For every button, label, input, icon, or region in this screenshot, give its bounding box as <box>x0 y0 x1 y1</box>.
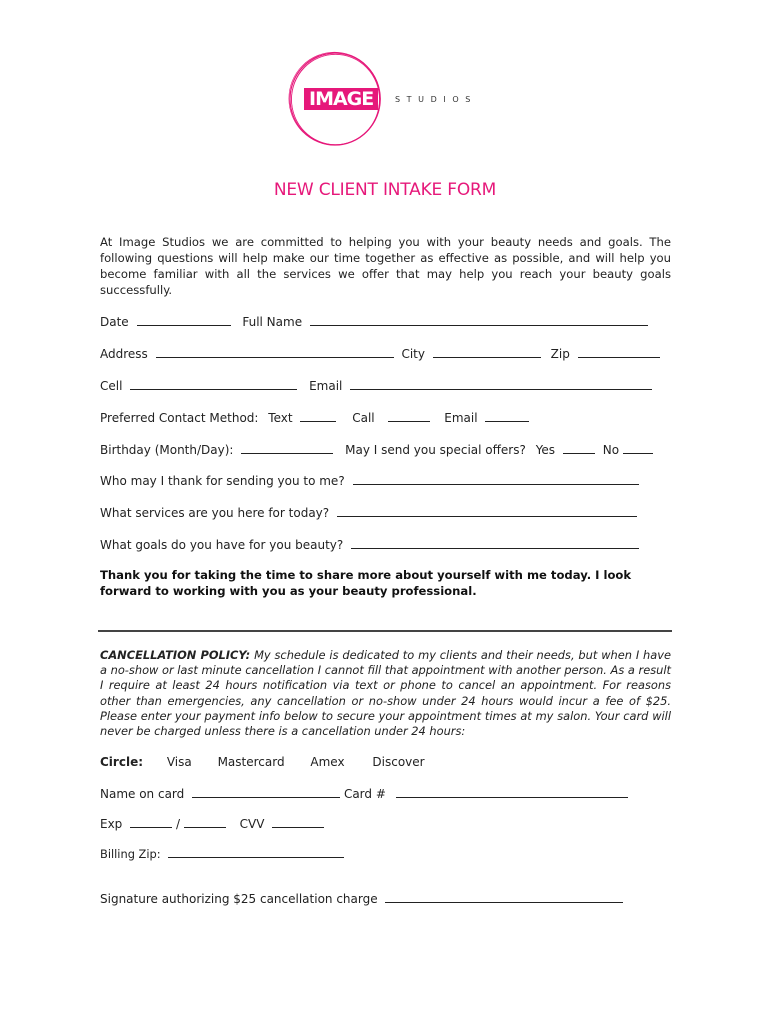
date-label: Date <box>100 315 129 329</box>
section-divider <box>98 630 672 632</box>
name-on-card-label: Name on card <box>100 787 185 801</box>
signature-field[interactable] <box>385 891 623 903</box>
cvv-label: CVV <box>239 817 265 831</box>
full-name-field[interactable] <box>310 314 648 326</box>
row-address <box>100 346 660 361</box>
cell-label: Cell <box>100 379 123 393</box>
birthday-label: Birthday (Month/Day): <box>100 443 234 457</box>
goals-field[interactable] <box>351 537 639 549</box>
row-card-type <box>100 755 425 769</box>
call-option-label: Call <box>352 411 375 425</box>
cancellation-policy <box>100 648 671 739</box>
logo-subtitle: STUDIOS <box>395 95 477 104</box>
policy-body: My schedule is dedicated to my clients and their needs, but when I have a no-show or last minute cancellation I cannot fill that appointment with another person. As a result I require at least 24 hours notification via text or phone to cancel an appointment. For reasons other than emergencies, any cancellation or no-show under 24 hours would incur a fee of $25. Please enter your payment info below to secure your appointment times at my salon. Your card will never be charged unless there is a cancellation under 24 hours: <box>100 648 671 739</box>
address-label: Address <box>100 347 148 361</box>
signature-label: Signature authorizing $25 cancellation charge <box>100 892 378 906</box>
card-option-discover[interactable]: Discover <box>372 755 425 769</box>
goals-label: What goals do you have for you beauty? <box>100 538 344 552</box>
exp-month-field[interactable] <box>130 816 172 828</box>
row-billing-zip <box>100 846 344 861</box>
row-preferred-contact <box>100 410 529 425</box>
services-label: What services are you here for today? <box>100 506 330 520</box>
no-field[interactable] <box>623 442 653 454</box>
exp-slash: / <box>175 817 181 831</box>
name-on-card-field[interactable] <box>192 786 340 798</box>
row-expiry <box>100 816 324 831</box>
billing-zip-label: Billing Zip: <box>100 847 161 861</box>
email-label: Email <box>309 379 343 393</box>
email-field[interactable] <box>350 378 652 390</box>
email-option-label: Email <box>444 411 478 425</box>
cell-field[interactable] <box>130 378 297 390</box>
row-card-details <box>100 786 628 801</box>
exp-year-field[interactable] <box>184 816 226 828</box>
intro-paragraph: At Image Studios we are committed to helping you with your beauty needs and goals. The following questions will help make our time together as effective as possible, and will help you become familiar with all the services we offer that may help you reach your beauty goals successfully. <box>100 235 671 297</box>
city-label: City <box>401 347 425 361</box>
card-option-visa[interactable]: Visa <box>166 755 192 769</box>
birthday-field[interactable] <box>241 442 333 454</box>
no-label: No <box>602 443 620 457</box>
row-referral <box>100 473 639 488</box>
row-date-name <box>100 314 648 329</box>
card-number-label: Card # <box>343 787 386 801</box>
card-number-field[interactable] <box>396 786 628 798</box>
row-services <box>100 505 637 520</box>
row-contact <box>100 378 652 393</box>
full-name-label: Full Name <box>242 315 303 329</box>
address-field[interactable] <box>156 346 394 358</box>
exp-label: Exp <box>100 817 123 831</box>
circle-label: Circle: <box>100 755 144 769</box>
referral-label: Who may I thank for sending you to me? <box>100 474 345 488</box>
row-birthday <box>100 442 653 457</box>
row-signature <box>100 891 623 906</box>
special-offers-label: May I send you special offers? <box>345 443 526 457</box>
row-goals <box>100 537 639 552</box>
billing-zip-field[interactable] <box>168 846 344 858</box>
call-option-field[interactable] <box>388 410 430 422</box>
page-title: NEW CLIENT INTAKE FORM <box>273 180 497 200</box>
card-option-amex[interactable]: Amex <box>310 755 345 769</box>
text-option-label: Text <box>268 411 293 425</box>
closing-message: Thank you for taking the time to share more about yourself with me today. I look forward to working with you as your beauty professional. <box>100 568 632 598</box>
zip-label: Zip <box>550 347 570 361</box>
zip-field[interactable] <box>578 346 660 358</box>
date-field[interactable] <box>137 314 231 326</box>
email-option-field[interactable] <box>485 410 529 422</box>
text-option-field[interactable] <box>300 410 336 422</box>
policy-heading: CANCELLATION POLICY: <box>100 648 251 662</box>
yes-label: Yes <box>535 443 556 457</box>
card-option-mastercard[interactable]: Mastercard <box>217 755 285 769</box>
services-field[interactable] <box>337 505 637 517</box>
cvv-field[interactable] <box>272 816 324 828</box>
city-field[interactable] <box>433 346 541 358</box>
referral-field[interactable] <box>353 473 639 485</box>
yes-field[interactable] <box>563 442 595 454</box>
logo-wordmark: IMAGE <box>304 88 378 110</box>
preferred-contact-label: Preferred Contact Method: <box>100 411 259 425</box>
